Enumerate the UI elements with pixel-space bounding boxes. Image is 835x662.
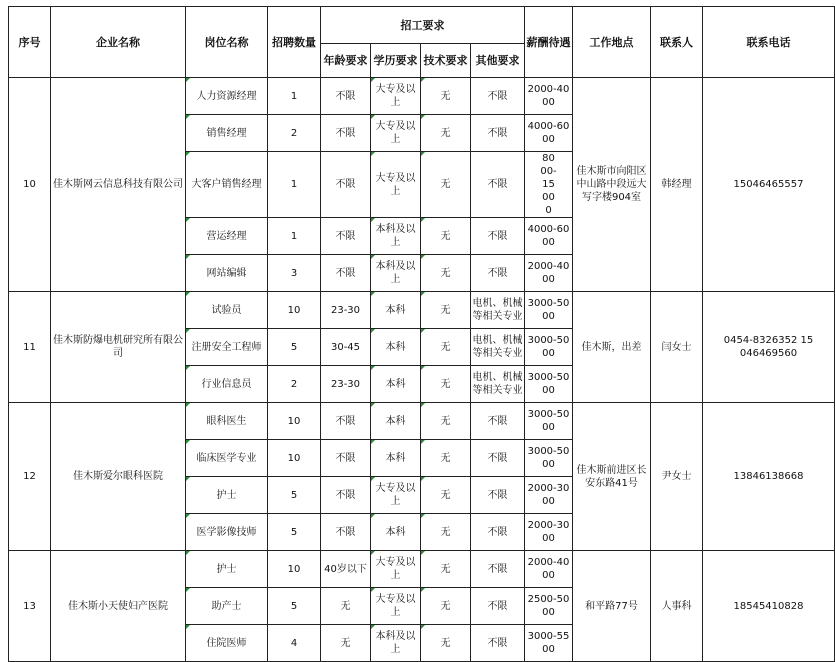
cell-position: 助产士 xyxy=(186,588,268,625)
cell-position: 试验员 xyxy=(186,292,268,329)
cell-skill: 无 xyxy=(421,403,471,440)
cell-company: 佳木斯爱尔眼科医院 xyxy=(51,403,186,551)
cell-skill: 无 xyxy=(421,218,471,255)
cell-other: 不限 xyxy=(471,551,525,588)
header-phone: 联系电话 xyxy=(703,7,835,78)
cell-count: 1 xyxy=(268,152,321,218)
cell-no: 12 xyxy=(9,403,51,551)
cell-location: 佳木斯，出差 xyxy=(573,292,651,403)
cell-phone: 0454-8326352 15046469560 xyxy=(703,292,835,403)
header-skill: 技术要求 xyxy=(421,44,471,78)
cell-salary: 2000-4000 xyxy=(525,78,573,115)
cell-salary: 2000-4000 xyxy=(525,255,573,292)
cell-other: 不限 xyxy=(471,115,525,152)
cell-education: 大专及以上 xyxy=(371,152,421,218)
cell-contact: 人事科 xyxy=(651,551,703,662)
cell-salary: 2000-3000 xyxy=(525,514,573,551)
cell-education: 本科 xyxy=(371,329,421,366)
cell-salary: 3000-5000 xyxy=(525,366,573,403)
cell-education: 大专及以上 xyxy=(371,551,421,588)
recruitment-table-wrapper xyxy=(8,6,835,662)
header-education: 学历要求 xyxy=(371,44,421,78)
cell-salary: 2500-5000 xyxy=(525,588,573,625)
recruitment-table xyxy=(8,6,835,662)
cell-other: 不限 xyxy=(471,152,525,218)
header-position: 岗位名称 xyxy=(186,7,268,78)
cell-salary: 3000-5000 xyxy=(525,440,573,477)
cell-age: 不限 xyxy=(321,152,371,218)
cell-company: 佳木斯防爆电机研究所有限公司 xyxy=(51,292,186,403)
header-age: 年龄要求 xyxy=(321,44,371,78)
cell-company: 佳木斯小天使妇产医院 xyxy=(51,551,186,662)
cell-position: 注册安全工程师 xyxy=(186,329,268,366)
cell-skill: 无 xyxy=(421,514,471,551)
header-salary: 薪酬待遇 xyxy=(525,7,573,78)
header-requirements: 招工要求 xyxy=(321,7,525,44)
cell-other: 电机、机械等相关专业 xyxy=(471,292,525,329)
cell-education: 本科 xyxy=(371,292,421,329)
header-company: 企业名称 xyxy=(51,7,186,78)
cell-education: 本科 xyxy=(371,366,421,403)
cell-count: 1 xyxy=(268,78,321,115)
cell-no: 13 xyxy=(9,551,51,662)
cell-position: 医学影像技师 xyxy=(186,514,268,551)
cell-count: 5 xyxy=(268,477,321,514)
cell-count: 10 xyxy=(268,292,321,329)
cell-skill: 无 xyxy=(421,625,471,662)
cell-position: 住院医师 xyxy=(186,625,268,662)
cell-count: 2 xyxy=(268,366,321,403)
cell-company: 佳木斯网云信息科技有限公司 xyxy=(51,78,186,292)
cell-age: 不限 xyxy=(321,403,371,440)
cell-salary: 2000-3000 xyxy=(525,477,573,514)
cell-age: 23-30 xyxy=(321,292,371,329)
cell-other: 不限 xyxy=(471,218,525,255)
cell-count: 4 xyxy=(268,625,321,662)
cell-skill: 无 xyxy=(421,329,471,366)
cell-skill: 无 xyxy=(421,78,471,115)
cell-age: 30-45 xyxy=(321,329,371,366)
cell-salary: 2000-4000 xyxy=(525,551,573,588)
cell-location: 佳木斯市向阳区中山路中段远大写字楼904室 xyxy=(573,78,651,292)
cell-education: 大专及以上 xyxy=(371,588,421,625)
cell-education: 本科 xyxy=(371,514,421,551)
cell-age: 不限 xyxy=(321,477,371,514)
cell-position: 大客户销售经理 xyxy=(186,152,268,218)
cell-education: 本科及以上 xyxy=(371,255,421,292)
cell-age: 不限 xyxy=(321,440,371,477)
table-row xyxy=(9,292,835,329)
header-no: 序号 xyxy=(9,7,51,78)
cell-age: 不限 xyxy=(321,255,371,292)
cell-position: 人力资源经理 xyxy=(186,78,268,115)
cell-age: 无 xyxy=(321,625,371,662)
cell-position: 眼科医生 xyxy=(186,403,268,440)
cell-salary: 3000-5000 xyxy=(525,329,573,366)
cell-other: 不限 xyxy=(471,440,525,477)
cell-salary: 4000-6000 xyxy=(525,218,573,255)
header-count: 招聘数量 xyxy=(268,7,321,78)
header-location: 工作地点 xyxy=(573,7,651,78)
cell-salary: 3000-5500 xyxy=(525,625,573,662)
header-other: 其他要求 xyxy=(471,44,525,78)
cell-other: 电机、机械等相关专业 xyxy=(471,366,525,403)
cell-age: 23-30 xyxy=(321,366,371,403)
cell-position: 销售经理 xyxy=(186,115,268,152)
cell-other: 不限 xyxy=(471,625,525,662)
cell-other: 不限 xyxy=(471,477,525,514)
cell-other: 电机、机械等相关专业 xyxy=(471,329,525,366)
cell-skill: 无 xyxy=(421,440,471,477)
cell-count: 10 xyxy=(268,403,321,440)
cell-count: 5 xyxy=(268,588,321,625)
table-row xyxy=(9,551,835,588)
cell-other: 不限 xyxy=(471,255,525,292)
cell-position: 行业信息员 xyxy=(186,366,268,403)
cell-age: 不限 xyxy=(321,115,371,152)
cell-skill: 无 xyxy=(421,115,471,152)
cell-phone: 18545410828 xyxy=(703,551,835,662)
cell-no: 10 xyxy=(9,78,51,292)
cell-education: 本科 xyxy=(371,403,421,440)
cell-count: 5 xyxy=(268,514,321,551)
table-row xyxy=(9,403,835,440)
cell-position: 网站编辑 xyxy=(186,255,268,292)
cell-position: 护士 xyxy=(186,551,268,588)
header-contact: 联系人 xyxy=(651,7,703,78)
cell-salary: 4000-6000 xyxy=(525,115,573,152)
cell-location: 和平路77号 xyxy=(573,551,651,662)
cell-position: 临床医学专业 xyxy=(186,440,268,477)
cell-skill: 无 xyxy=(421,255,471,292)
cell-education: 大专及以上 xyxy=(371,477,421,514)
cell-salary: 3000-5000 xyxy=(525,292,573,329)
table-row xyxy=(9,78,835,115)
cell-age: 不限 xyxy=(321,514,371,551)
cell-other: 不限 xyxy=(471,514,525,551)
cell-skill: 无 xyxy=(421,551,471,588)
cell-skill: 无 xyxy=(421,366,471,403)
cell-contact: 韩经理 xyxy=(651,78,703,292)
cell-count: 3 xyxy=(268,255,321,292)
cell-no: 11 xyxy=(9,292,51,403)
cell-skill: 无 xyxy=(421,477,471,514)
cell-phone: 13846138668 xyxy=(703,403,835,551)
cell-phone: 15046465557 xyxy=(703,78,835,292)
cell-skill: 无 xyxy=(421,292,471,329)
cell-salary: 3000-5000 xyxy=(525,403,573,440)
cell-other: 不限 xyxy=(471,403,525,440)
cell-education: 本科 xyxy=(371,440,421,477)
cell-count: 10 xyxy=(268,440,321,477)
cell-position: 营运经理 xyxy=(186,218,268,255)
cell-skill: 无 xyxy=(421,152,471,218)
cell-position: 护士 xyxy=(186,477,268,514)
cell-education: 大专及以上 xyxy=(371,115,421,152)
cell-count: 10 xyxy=(268,551,321,588)
header-row-top xyxy=(9,7,835,44)
cell-skill: 无 xyxy=(421,588,471,625)
cell-age: 无 xyxy=(321,588,371,625)
cell-age: 不限 xyxy=(321,78,371,115)
cell-other: 不限 xyxy=(471,588,525,625)
cell-contact: 尹女士 xyxy=(651,403,703,551)
cell-education: 大专及以上 xyxy=(371,78,421,115)
cell-count: 5 xyxy=(268,329,321,366)
cell-other: 不限 xyxy=(471,78,525,115)
cell-count: 1 xyxy=(268,218,321,255)
cell-location: 佳木斯前进区长安东路41号 xyxy=(573,403,651,551)
cell-contact: 闫女士 xyxy=(651,292,703,403)
cell-age: 40岁以下 xyxy=(321,551,371,588)
cell-count: 2 xyxy=(268,115,321,152)
cell-education: 本科及以上 xyxy=(371,625,421,662)
cell-salary: 8000-15000 xyxy=(525,152,573,218)
cell-age: 不限 xyxy=(321,218,371,255)
cell-education: 本科及以上 xyxy=(371,218,421,255)
